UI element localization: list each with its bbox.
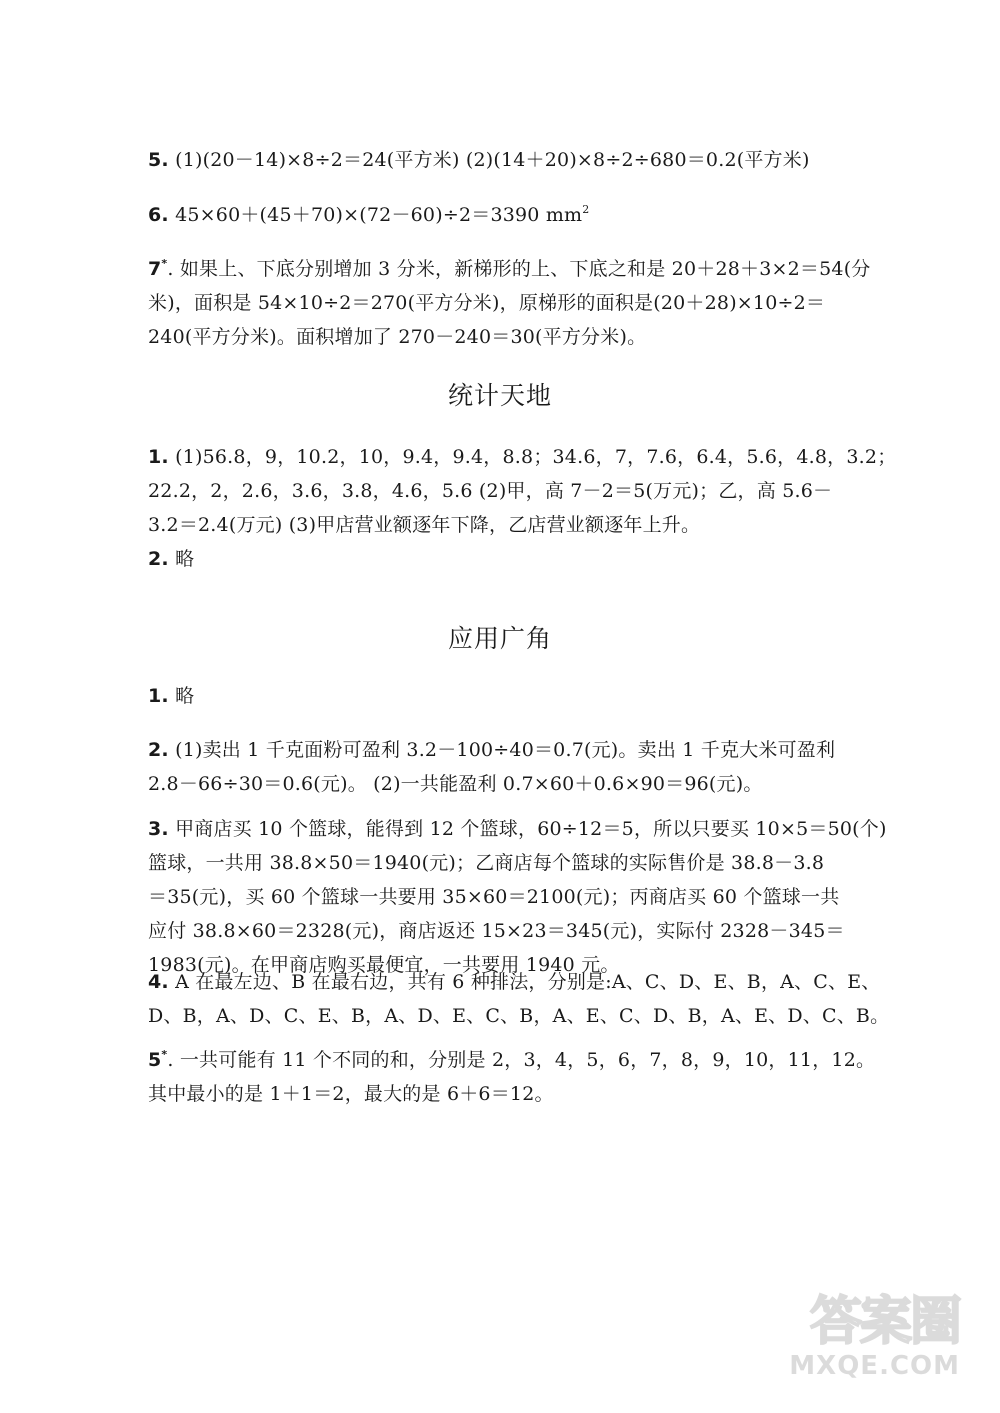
app-answer-4-line-1: [148, 965, 881, 999]
answer-5: [148, 143, 860, 177]
section-title-statistics: 统计天地: [447, 381, 552, 410]
watermark-logo-text: 答案圈: [809, 1292, 960, 1352]
answer-6-text: 45×60＋(45＋70)×(72－60)÷2＝3390 mm: [168, 204, 583, 226]
app-answer-3-text-1: 甲商店买 10 个篮球，能得到 12 个篮球，60÷12＝5，所以只要买 10×5＝50(个): [168, 818, 887, 840]
app-answer-3-line-3: ＝35(元)，买 60 个篮球一共要用 35×60＝2100(元)；丙商店买 60 个篮球一共: [148, 886, 840, 908]
stats-answer-2: [148, 542, 860, 576]
stats-answer-1: [148, 440, 897, 542]
answer-7-star: *: [161, 257, 168, 270]
stats-answer-2-text: 略: [168, 548, 195, 570]
app-answer-2-line-1: [148, 733, 860, 767]
app-answer-3-line-2: 篮球，一共用 38.8×50＝1940(元)；乙商店每个篮球的实际售价是 38.8－3.8: [148, 852, 825, 874]
stats-answer-1-text-1: (1)56.8，9，10.2，10，9.4，9.4，8.8；34.6，7，7.6，6.4，5.6，4.8，3.2；: [168, 446, 897, 468]
answer-7: [148, 252, 871, 354]
app-answer-4-number: 4.: [148, 971, 169, 993]
app-answer-2-line-2: 2.8－66÷30＝0.6(元)。 (2)一共能盈利 0.7×60＋0.6×90＝96(元)。: [148, 773, 763, 795]
app-answer-1-text: 略: [168, 685, 195, 707]
stats-answer-2-number: 2.: [148, 548, 169, 570]
app-answer-2: [148, 733, 860, 801]
answer-6: [148, 198, 860, 232]
app-answer-5-text-1: . 一共可能有 11 个不同的和，分别是 2，3，4，5，6，7，8，9，10，11，12。: [167, 1049, 876, 1071]
app-answer-5-line-1: [148, 1043, 876, 1077]
app-answer-4-text-1: A 在最左边、B 在最右边，共有 6 种排法，分别是:A、C、D、E、B，A、C、E、: [168, 971, 881, 993]
stats-answer-1-number: 1.: [148, 446, 169, 468]
stats-answer-1-line-2: 22.2，2，2.6，3.6，3.8，4.6，5.6 (2)甲，高 7－2＝5(万元)；乙，高 5.6－: [148, 480, 833, 502]
app-answer-3-line-1: [148, 812, 887, 846]
section-title-application: 应用广角: [447, 624, 552, 653]
answer-7-number: 7: [148, 258, 162, 280]
stats-answer-2-line: [148, 542, 860, 576]
answer-6-superscript: 2: [582, 203, 590, 216]
answer-7-text-1: . 如果上、下底分别增加 3 分米，新梯形的上、下底之和是 20＋28＋3×2＝54(分: [167, 258, 871, 280]
app-answer-3-line-4: 应付 38.8×60＝2328(元)，商店返还 15×23＝345(元)，实际付 2328－345＝: [148, 920, 845, 942]
app-answer-3-number: 3.: [148, 818, 169, 840]
app-answer-2-text-1: (1)卖出 1 千克面粉可盈利 3.2－100÷40＝0.7(元)。卖出 1 千克大米可盈利: [168, 739, 836, 761]
answer-7-line-2: 米)，面积是 54×10÷2＝270(平方分米)，原梯形的面积是(20＋28)×10÷2＝: [148, 292, 826, 314]
app-answer-4: [148, 965, 890, 1033]
answer-6-line: [148, 198, 860, 232]
answer-7-line-1: [148, 252, 871, 286]
app-answer-3-line-5: 1983(元)。在甲商店购买最便宜，一共要用 1940 元。: [148, 954, 620, 976]
answer-7-line-3: 240(平方分米)。面积增加了 270－240＝30(平方分米)。: [148, 326, 647, 348]
answer-5-text: (1)(20－14)×8÷2＝24(平方米) (2)(14＋20)×8÷2÷680＝0.2(平方米): [168, 149, 810, 171]
site-watermark: [790, 1279, 960, 1389]
app-answer-5-number: 5: [148, 1049, 162, 1071]
app-answer-2-number: 2.: [148, 739, 169, 761]
app-answer-1-line: [148, 679, 860, 713]
watermark-url: MXQE.COM: [789, 1351, 960, 1381]
app-answer-1: [148, 679, 860, 713]
answer-5-line: [148, 143, 860, 177]
stats-answer-1-line-3: 3.2＝2.4(万元) (3)甲店营业额逐年下降，乙店营业额逐年上升。: [148, 514, 701, 536]
app-answer-5-star: *: [161, 1048, 168, 1061]
app-answer-1-number: 1.: [148, 685, 169, 707]
app-answer-4-line-2: D、B，A、D、C、E、B，A、D、E、C、B，A、E、C、D、B，A、E、D、C、B。: [148, 1005, 890, 1027]
app-answer-5-line-2: 其中最小的是 1＋1＝2，最大的是 6＋6＝12。: [148, 1083, 554, 1105]
stats-answer-1-line-1: [148, 440, 897, 474]
answer-5-number: 5.: [148, 149, 169, 171]
app-answer-5: [148, 1043, 876, 1111]
answer-6-number: 6.: [148, 204, 169, 226]
